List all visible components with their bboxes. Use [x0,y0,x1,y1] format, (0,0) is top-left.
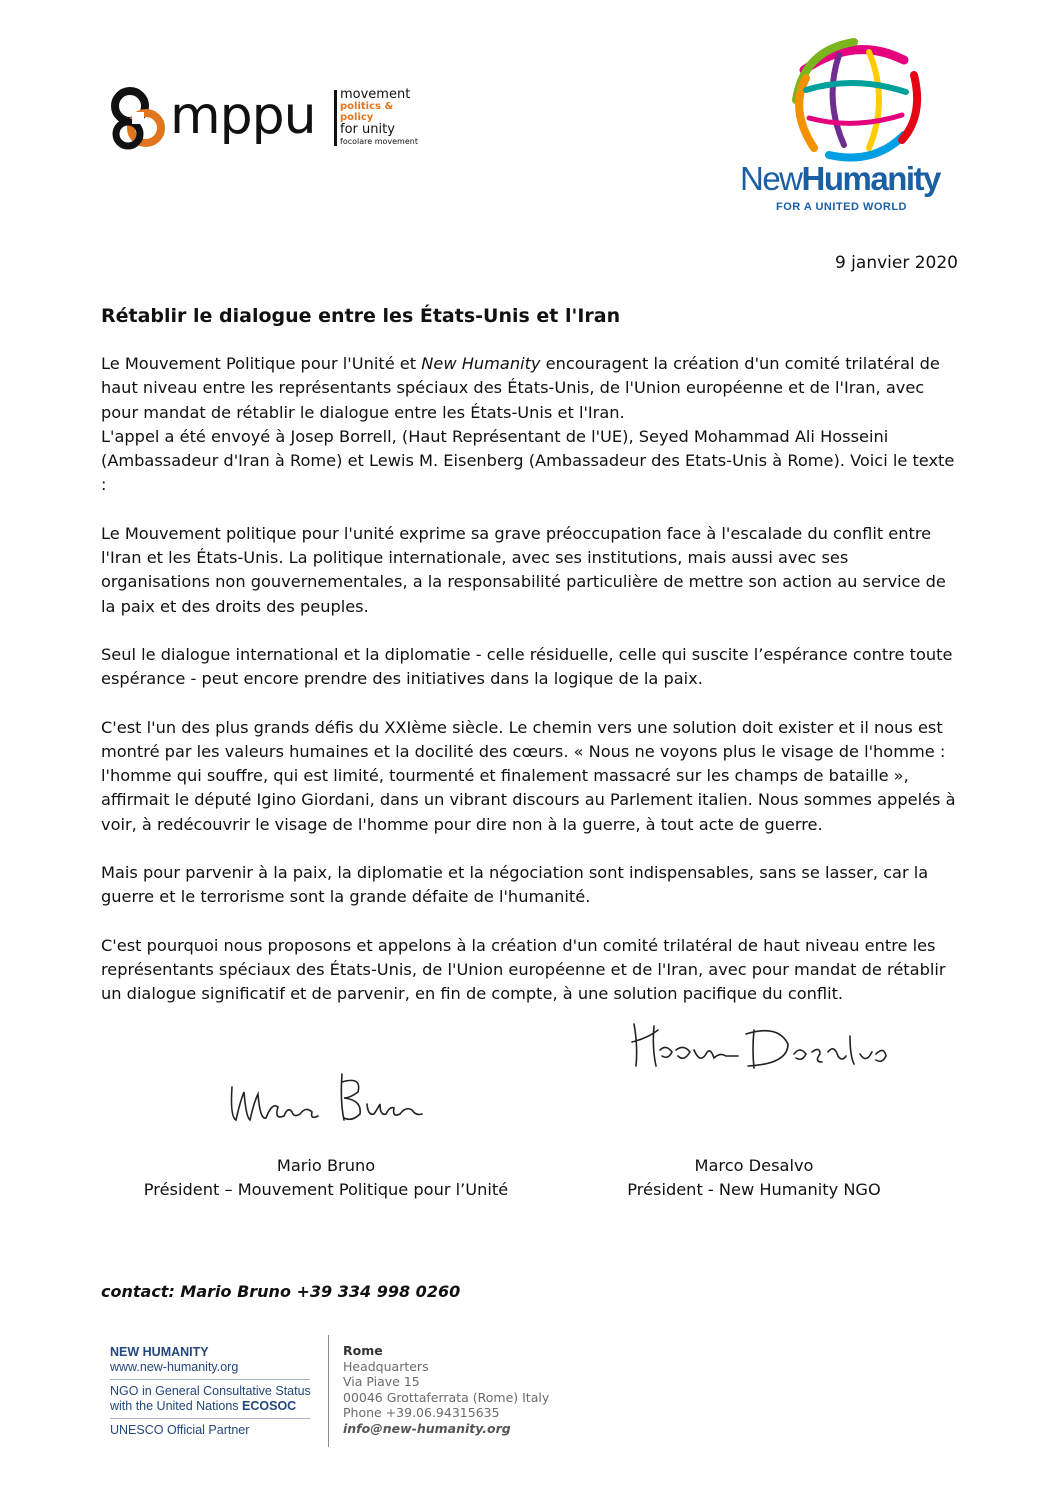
intro-text-b: encouragent la création d'un comité trilatéral de haut niveau entre les représentants spéciaux des États-Unis, de l'Union européenne et de l'Iran, avec pour mandat de rétablir le dialogue entre les États-Unis et l'Iran. [101,354,940,422]
paragraph-recipients: L'appel a été envoyé à Josep Borrell, (Haut Représentant de l'UE), Seyed Mohammad Ali Hosseini (Ambassadeur d'Iran à Rome) et Lewis M. Eisenberg (Ambassadeur des Etats-Unis à Rome). Voici le texte : [101,426,955,495]
footer-street: Via Piave 15 [343,1374,420,1389]
footer-rule [110,1418,310,1419]
mario-bruno-signature [222,1062,432,1132]
signatory-right-role: Président - New Humanity NGO [627,1180,881,1199]
footer-phone: Phone +39.06.94315635 [343,1405,500,1420]
footer-org-name: NEW HUMANITY [110,1345,209,1359]
new-humanity-wordmark [740,160,940,198]
nh-name-new: New [740,160,802,197]
footer-email-link[interactable]: info@new-humanity.org [343,1420,511,1436]
footer-postcode: 00046 Grottaferrata (Rome) Italy [343,1389,550,1405]
signatory-left-name: Mario Bruno [276,1156,376,1175]
footer-address [343,1343,549,1436]
paragraph-challenge: C'est l'un des plus grands défis du XXIème siècle. Le chemin vers une solution doit exister et il nous est montré par les valeurs humaines et la docilité des cœurs. « Nous ne voyons plus le visage de l'homme : l'homme qui souffre, qui est limité, tourmenté et finalement massacré sur les champs de bataille », affirmait le député Igino Giordani, dans un vibrant discours au Parlement italien. Nous sommes appelés à voir, à redécouvrir le visage de l'homme pour dire non à la guerre, à tout acte de guerre. [101,717,956,834]
mppu-line-politics: politics & policy [340,101,394,123]
footer-org-info [110,1345,311,1438]
paragraph-proposal: C'est pourquoi nous proposons et appelons à la création d'un comité trilatéral de haut niveau entre les représentants spéciaux des États-Unis, de l'Union européenne et de l'Iran, avec pour mandat de rétablir un dialogue significatif et de parvenir, en fin de compte, à une solution pacifique du conflit. [101,935,946,1004]
nh-name-humanity: Humanity [801,160,940,197]
footer-status-ecosoc: ECOSOC [242,1399,297,1413]
signatory-left-role: Président – Mouvement Politique pour l’Unité [143,1180,509,1199]
letter-body [101,352,961,1031]
footer-unesco: UNESCO Official Partner [110,1423,250,1437]
mppu-subtitle [340,88,418,147]
footer-rule [110,1379,310,1380]
signatory-left [136,1154,516,1202]
footer-hq: Headquarters [343,1358,429,1374]
mppu-logo [108,84,418,154]
mppu-line-movement: movement [340,87,411,102]
footer-status-line-1: NGO in General Consultative Status [110,1384,311,1398]
mppu-knot-icon [108,84,172,152]
paragraph-concern: Le Mouvement politique pour l'unité exprime sa grave préoccupation face à l'escalade du conflit entre l'Iran et les États-Unis. La politique internationale, avec ses institutions, mais aussi avec ses organisations non gouvernementales, a la responsabilité particulière de mettre son action au service de la paix et des droits des peuples. [101,523,946,616]
contact-line: contact: Mario Bruno +39 334 998 0260 [101,1282,461,1301]
intro-text-italic: New Humanity [421,354,541,373]
signatory-right-name: Marco Desalvo [694,1156,814,1175]
paragraph-intro [101,352,961,425]
nh-tagline: FOR A UNITED WORLD [776,201,908,213]
letter-date: 9 janvier 2020 [834,253,958,273]
mppu-line-unity: for unity [340,122,395,137]
footer-status-text: with the United Nations [110,1399,243,1413]
marco-desalvo-signature [628,1016,888,1076]
footer-city: Rome [343,1343,383,1358]
globe-icon [784,30,924,168]
new-humanity-logo [736,30,966,215]
footer-status-line-2 [110,1399,311,1414]
mppu-wordmark: mppu [170,86,316,146]
mppu-divider [334,90,337,146]
footer-website-link[interactable]: www.new-humanity.org [110,1360,239,1374]
paragraph-dialogue: Seul le dialogue international et la diplomatie - celle résiduelle, celle qui suscite l’espérance contre toute espérance - peut encore prendre des initiatives dans la logique de la paix. [101,644,953,689]
mppu-line-focolare: focolare movement [340,137,418,146]
letter-title: Rétablir le dialogue entre les États-Unis et l'Iran [101,305,621,327]
footer-divider [328,1335,329,1447]
signatory-right [604,1154,904,1202]
paragraph-peace: Mais pour parvenir à la paix, la diplomatie et la négociation sont indispensables, sans se lasser, car la guerre et le terrorisme sont la grande défaite de l'humanité. [101,863,929,907]
intro-text-a: Le Mouvement Politique pour l'Unité et [101,354,422,373]
